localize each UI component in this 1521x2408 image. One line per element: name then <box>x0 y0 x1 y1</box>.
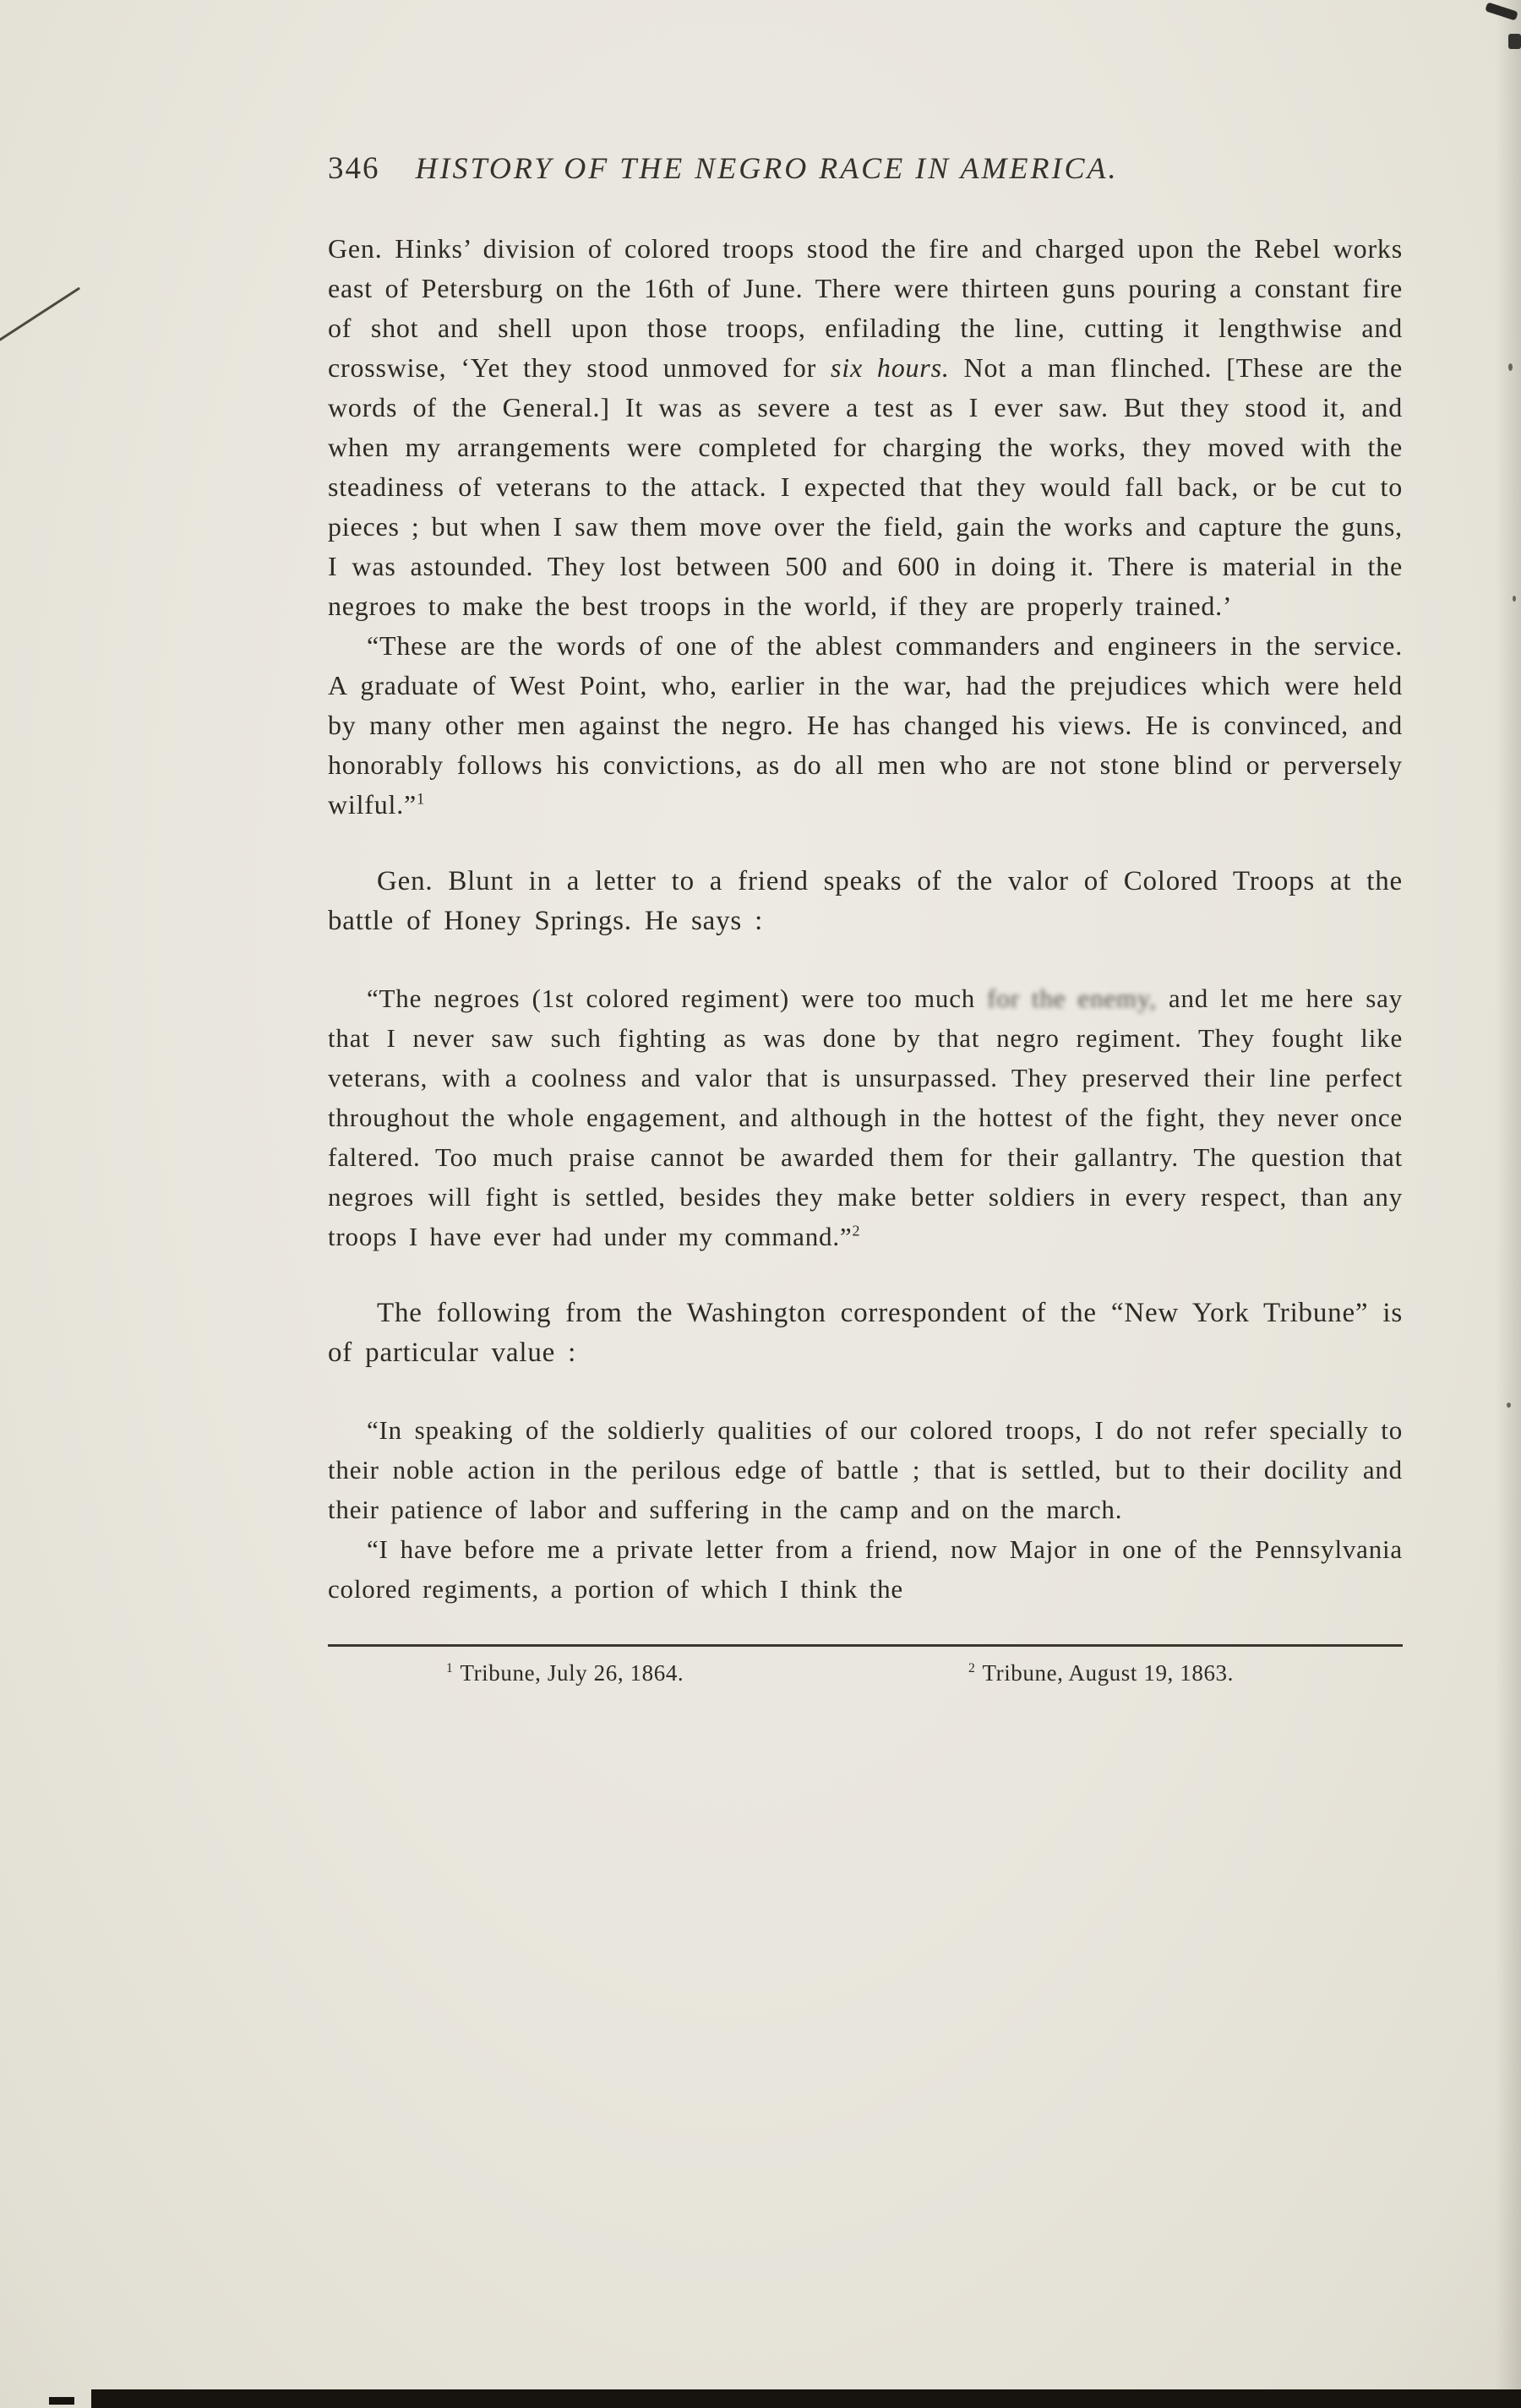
footnote-2-marker: 2 <box>968 1661 976 1675</box>
footnote-1-marker: 1 <box>446 1661 454 1675</box>
scan-edge-artifact <box>91 2389 1521 2408</box>
paragraph-text: “The negroes (1st colored regiment) were too much <box>367 983 988 1013</box>
paragraph-text: The following from the Washington correspondent of the “New York Tribune” is of particular value : <box>328 1298 1403 1368</box>
scan-artifact <box>1508 363 1513 371</box>
text-block <box>328 150 1403 1686</box>
footnote-marker-1: 1 <box>417 790 426 809</box>
scan-artifact <box>1507 1403 1511 1408</box>
paragraph-ablest-commanders <box>328 626 1403 825</box>
italic-phrase: six hours. <box>831 352 950 383</box>
paragraph-gen-blunt-intro <box>328 862 1403 941</box>
footnote-marker-2: 2 <box>852 1222 861 1239</box>
footnotes <box>328 1644 1403 1686</box>
footnote-1-text: Tribune, July 26, 1864. <box>460 1660 684 1686</box>
scan-artifact <box>49 2397 74 2405</box>
footnote-2-text: Tribune, August 19, 1863. <box>982 1660 1234 1686</box>
footnote-2 <box>968 1660 1234 1686</box>
footnote-1 <box>446 1660 684 1686</box>
paragraph-gen-hinks <box>328 229 1403 626</box>
pen-stroke-artifact <box>0 287 80 345</box>
paragraph-soldierly-qualities <box>328 1410 1403 1529</box>
running-title: HISTORY OF THE NEGRO RACE IN AMERICA. <box>415 151 1119 185</box>
paragraph-text: “In speaking of the soldierly qualities of our colored troops, I do not refer specially to their noble action in the perilous edge of battle ; that is settled, but to their docility and their patience of labor and suffering in the camp and on the march. <box>328 1415 1403 1524</box>
page-edge-shadow <box>1496 0 1521 2408</box>
scan-artifact <box>1513 596 1516 602</box>
paragraph-text: “I have before me a private letter from a friend, now Major in one of the Pennsylvania colored regiments, a portion of which I think the <box>328 1534 1403 1604</box>
running-head <box>328 150 1403 187</box>
paragraph-text: and let me here say that I never saw such fighting as was done by that negro regiment. They fought like veterans, with a coolness and valor that is unsurpassed. They preserved their line perfect throughout the whole engagement, and although in the hottest of the fight, they never once faltered. Too much praise cannot be awarded them for their gallantry. The question that negroes will fight is settled, besides they make better soldiers in every respect, than any troops I have ever had under my command.” <box>328 983 1403 1251</box>
scan-artifact <box>1508 34 1521 49</box>
paragraph-text: Gen. Hinks’ division of colored troops stood the fire and charged upon the Rebel works east of Petersburg on the 16th of June. There were thirteen guns pouring a constant fire of shot and shell upon those troops, enfilading the line, cutting it lengthwise and crosswise, ‘Yet they stood unmoved for <box>328 233 1403 383</box>
paragraph-text: Not a man flinched. [These are the words of the General.] It was as severe a test as I ever saw. But they stood it, and when my arrangements were completed for charging the works, they moved with the steadiness of veterans to the attack. I expected that they would fall back, or be cut to pieces ; but when I saw them move over the field, gain the works and capture the guns, I was astounded. They lost between 500 and 600 in doing it. There is material in the negroes to make the best troops in the world, if they are properly trained.’ <box>328 352 1404 621</box>
paragraph-private-letter <box>328 1529 1403 1609</box>
paragraph-text: “These are the words of one of the ablest commanders and engineers in the service. A graduate of West Point, who, earlier in the war, had the prejudices which were held by many other men against the negro. He has changed his views. He is convinced, and honorably follows his convictions, as do all men who are not stone blind or perversely wilful.” <box>328 630 1403 820</box>
paragraph-honey-springs-quote <box>328 978 1403 1256</box>
page-number: 346 <box>328 151 380 186</box>
paragraph-tribune-intro <box>328 1294 1403 1373</box>
paragraph-text: Gen. Blunt in a letter to a friend speaks of the valor of Colored Troops at the battle of Honey Springs. He says : <box>328 866 1403 936</box>
smudged-text: for the enemy, <box>987 983 1157 1013</box>
